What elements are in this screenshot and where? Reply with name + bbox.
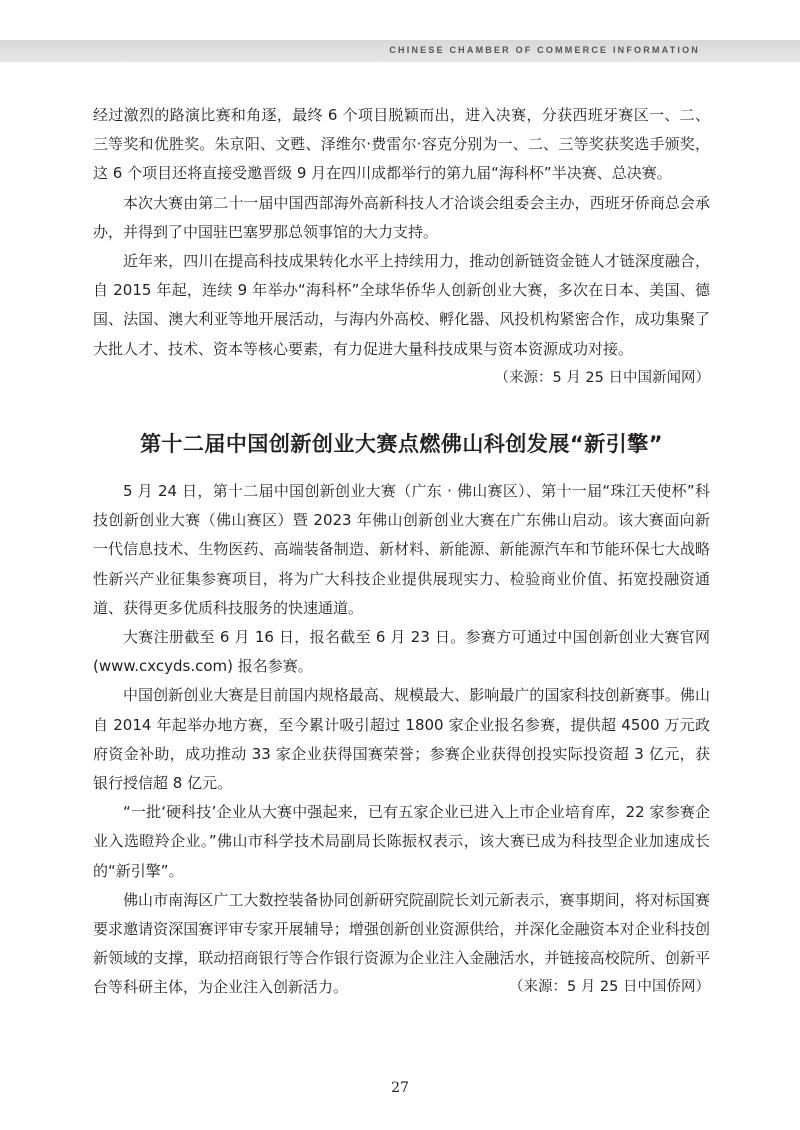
article-1-source: （来源：5 月 25 日中国新闻网） xyxy=(494,369,710,386)
article-2-source: （来源：5 月 25 日中国侨网） xyxy=(508,979,710,996)
article-2-paragraph-5 xyxy=(93,886,710,1003)
article-2-paragraph-3: 中国创新创业大赛是目前国内规格最高、规模最大、影响最广的国家科技创新赛事。佛山自 2014 年起举办地方赛，至今累计吸引超过 1800 家企业报名参赛，提供超 4500 万元政府资金补助，成功推动 33 家企业获得国赛荣誉；参赛企业获得创投实际投资超 3 亿元，获银行授信超 8 亿元。 xyxy=(93,686,710,793)
header-bar xyxy=(0,40,800,62)
page-number: 27 xyxy=(391,1080,409,1096)
article-2-paragraph-4: “一批‘硬科技’企业从大赛中强起来，已有五家企业已进入上市企业培育库，22 家参赛企业入选瞪羚企业。”佛山市科学技术局副局长陈振权表示，该大赛已成为科技型企业加速成长的“新引擎”。 xyxy=(93,803,710,880)
article-2-paragraph-5-text: 佛山市南海区广工大数控装备协同创新研究院副院长刘元新表示，赛事期间，将对标国赛要求邀请资深国赛评审专家开展辅导；增强创新创业资源供给，并深化金融资本对企业科技创新领域的支撑，联动招商银行等合作银行资源为企业注入金融活水，并链接高校院所、创新平台等科研主体，为企业注入创新活力。 xyxy=(93,890,710,997)
article-1-paragraph-3: 近年来，四川在提高科技成果转化水平上持续用力，推动创新链资金链人才链深度融合，自 2015 年起，连续 9 年举办“海科杯”全球华侨华人创新创业大赛，多次在日本、美国、德国、法国、澳大利亚等地开展活动，与海内外高校、孵化器、风投机构紧密合作，成功集聚了大批人才、技术、资本等核心要素，有力促进大量科技成果与资本资源成功对接。 xyxy=(93,252,710,358)
article-1-paragraph-2: 本次大赛由第二十一届中国西部海外高新科技人才洽谈会组委会主办，西班牙侨商总会承办，并得到了中国驻巴塞罗那总领事馆的大力支持。 xyxy=(93,193,710,241)
publication-name: CHINESE CHAMBER OF COMMERCE INFORMATION xyxy=(389,45,700,55)
article-2-body xyxy=(93,477,710,1003)
article-1-paragraph-1: 经过激烈的路演比赛和角逐，最终 6 个项目脱颖而出，进入决赛，分获西班牙赛区一、二、三等奖和优胜奖。朱京阳、文甦、泽维尔·费雷尔·容克分别为一、二、三等奖获奖选手颁奖，这 6 个项目还将直接受邀晋级 9 月在四川成都举行的第九届“海科杯”半决赛、总决赛。 xyxy=(93,106,710,183)
article-2-paragraph-2: 大赛注册截至 6 月 16 日，报名截至 6 月 23 日。参赛方可通过中国创新创业大赛官网 (www.cxcyds.com) 报名参赛。 xyxy=(93,628,710,676)
article-1-body xyxy=(93,101,710,393)
article-2-paragraph-1: 5 月 24 日，第十二届中国创新创业大赛（广东 · 佛山赛区）、第十一届“珠江天使杯”科技创新创业大赛（佛山赛区）暨 2023 年佛山创新创业大赛在广东佛山启动。该大赛面向新一代信息技术、生物医药、高端装备制造、新材料、新能源、新能源汽车和节能环保七大战略性新兴产业征集参赛项目，将为广大科技企业提供展现实力、检验商业价值、拓宽投融资通道、获得更多优质科技服务的快速通道。 xyxy=(93,482,710,617)
article-2-title: 第十二届中国创新创业大赛点燃佛山科创发展“新引擎” xyxy=(139,432,664,456)
